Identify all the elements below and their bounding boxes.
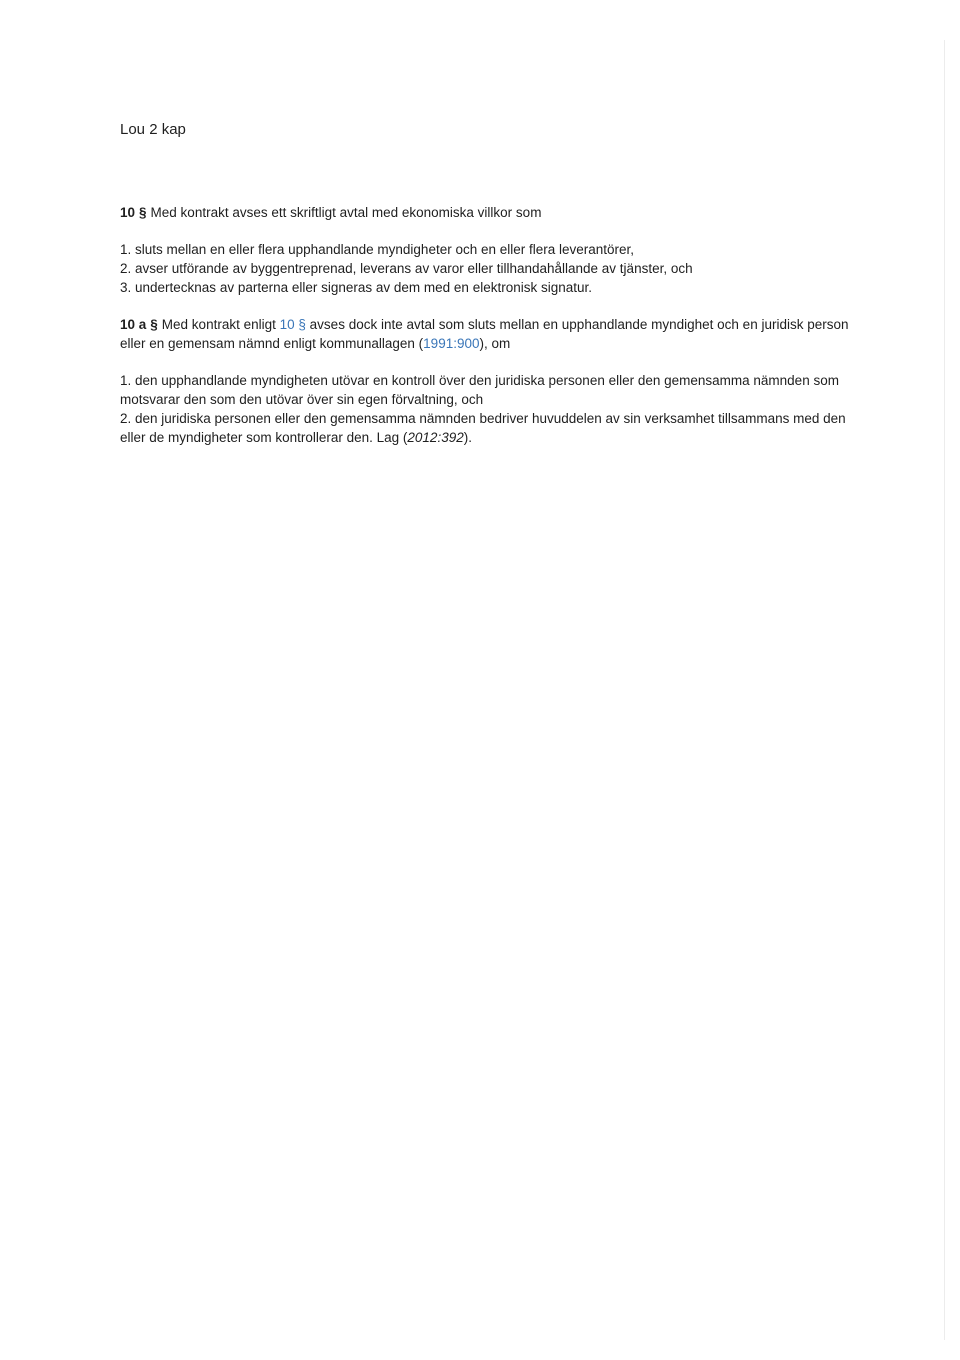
section-10a-text-start: Med kontrakt enligt: [161, 317, 276, 332]
document-body: [120, 203, 860, 447]
section-symbol: §: [150, 317, 158, 332]
document-heading: Lou 2 kap: [120, 121, 186, 138]
section-10a-item-2-end: ).: [463, 430, 472, 445]
section-symbol: §: [139, 205, 147, 220]
section-10-item-3: 3. undertecknas av parterna eller signeras av dem med en elektronisk signatur.: [120, 280, 593, 295]
section-10a-number: 10 a: [120, 317, 147, 332]
section-10-number: 10: [120, 205, 136, 220]
section-10a-item-2-text: 2. den juridiska personen eller den gemensamma nämnden bedriver huvuddelen av sin verksamhet tillsammans med den eller de myndigheter som kontrollerar den. Lag (: [120, 411, 846, 445]
law-2012-392-reference: 2012:392: [407, 430, 464, 445]
section-10a-item-2: [120, 409, 860, 447]
section-10-reference-link[interactable]: 10 §: [279, 317, 306, 332]
section-10-item-2: 2. avser utförande av byggentreprenad, leverans av varor eller tillhandahållande av tjänster, och: [120, 261, 693, 276]
section-10a-item-1: 1. den upphandlande myndigheten utövar en kontroll över den juridiska personen eller den gemensamma nämnden som motsvarar den som den utövar över sin egen förvaltning, och: [120, 373, 839, 407]
section-10a-text: [120, 315, 860, 353]
section-10a-text-end: ), om: [479, 336, 511, 351]
section-10-intro: [120, 203, 860, 222]
section-10a-text-middle: avses dock inte avtal som sluts mellan en upphandlande myndighet och en juridisk person eller en gemensam nämnd enligt kommunallagen (: [120, 317, 849, 351]
section-10-item-1: 1. sluts mellan en eller flera upphandlande myndigheter och en eller flera leverantörer,: [120, 242, 635, 257]
section-10-intro-text: Med kontrakt avses ett skriftligt avtal med ekonomiska villkor som: [150, 205, 542, 220]
kommunallagen-reference-link[interactable]: 1991:900: [423, 336, 480, 351]
scan-edge-line: [944, 40, 945, 1340]
